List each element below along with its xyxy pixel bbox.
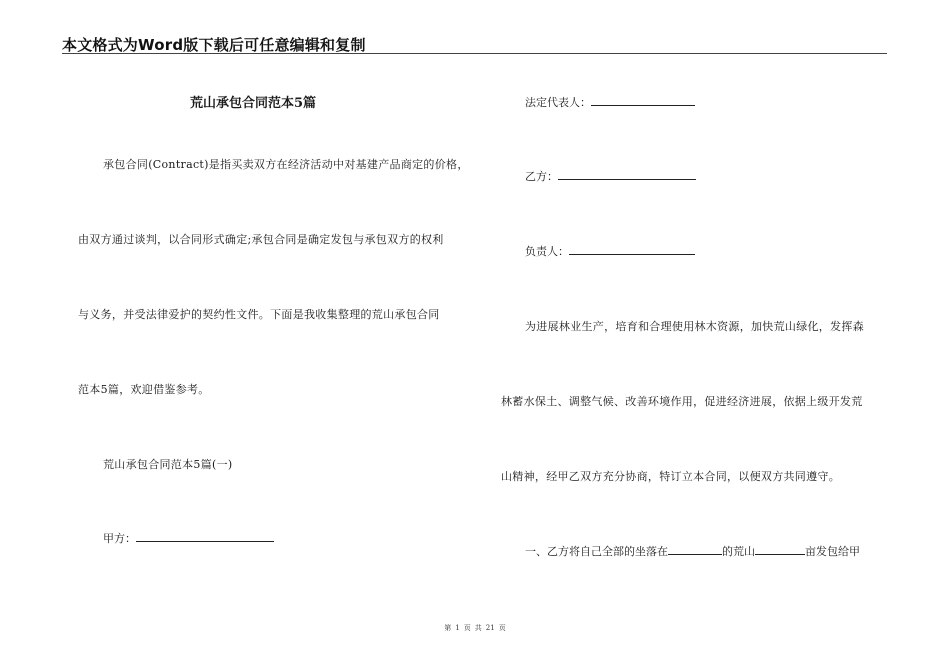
clause-1-part1: 一、乙方将自己全部的坐落在 [525,545,668,558]
footer-total-suffix: 页 [498,624,506,632]
body-line-3: 山精神，经甲乙双方充分协商，特订立本合同，以便双方共同遵守。 [501,470,840,483]
clause-1-location-blank [668,544,722,555]
footer-page-word: 页 [463,624,471,632]
header-banner: 本文格式为Word版下载后可任意编辑和复制 [62,36,366,54]
header-rule [62,53,887,54]
party-a-blank [136,531,274,542]
legal-rep-blank [591,95,695,106]
page-footer [0,623,950,633]
body-line-1: 为进展林业生产，培育和合理使用林木资源，加快荒山绿化，发挥森 [525,320,864,333]
document-title: 荒山承包合同范本5篇 [190,96,317,111]
legal-rep-field [525,94,695,110]
intro-line-3: 与义务，并受法律爱护的契约性文件。下面是我收集整理的荒山承包合同 [78,308,440,321]
footer-prefix: 第 [444,624,452,632]
footer-total-pages: 21 [485,624,495,632]
footer-current-page: 1 [455,624,460,632]
section-heading: 荒山承包合同范本5篇(一) [103,458,233,471]
legal-rep-label: 法定代表人： [525,96,591,109]
body-line-2: 林蓄水保土、调整气候、改善环境作用，促进经济进展，依据上级开发荒 [501,395,863,408]
party-b-blank [558,169,696,180]
intro-line-1: 承包合同(Contract)是指买卖双方在经济活动中对基建产品商定的价格， [103,158,469,171]
responsible-blank [569,244,695,255]
clause-1-area-blank [755,544,805,555]
party-a-field [103,530,274,546]
party-a-label: 甲方： [103,532,136,545]
footer-total-prefix: 共 [474,624,482,632]
party-b-field [525,168,696,184]
party-b-label: 乙方： [525,170,558,183]
intro-line-4: 范本5篇，欢迎借鉴参考。 [78,383,210,396]
responsible-label: 负责人： [525,245,569,258]
intro-line-2: 由双方通过谈判，以合同形式确定;承包合同是确定发包与承包双方的权利 [78,233,444,246]
clause-1 [525,543,860,559]
clause-1-part3: 亩发包给甲 [805,545,860,558]
clause-1-part2: 的荒山 [722,545,755,558]
responsible-field [525,243,695,259]
